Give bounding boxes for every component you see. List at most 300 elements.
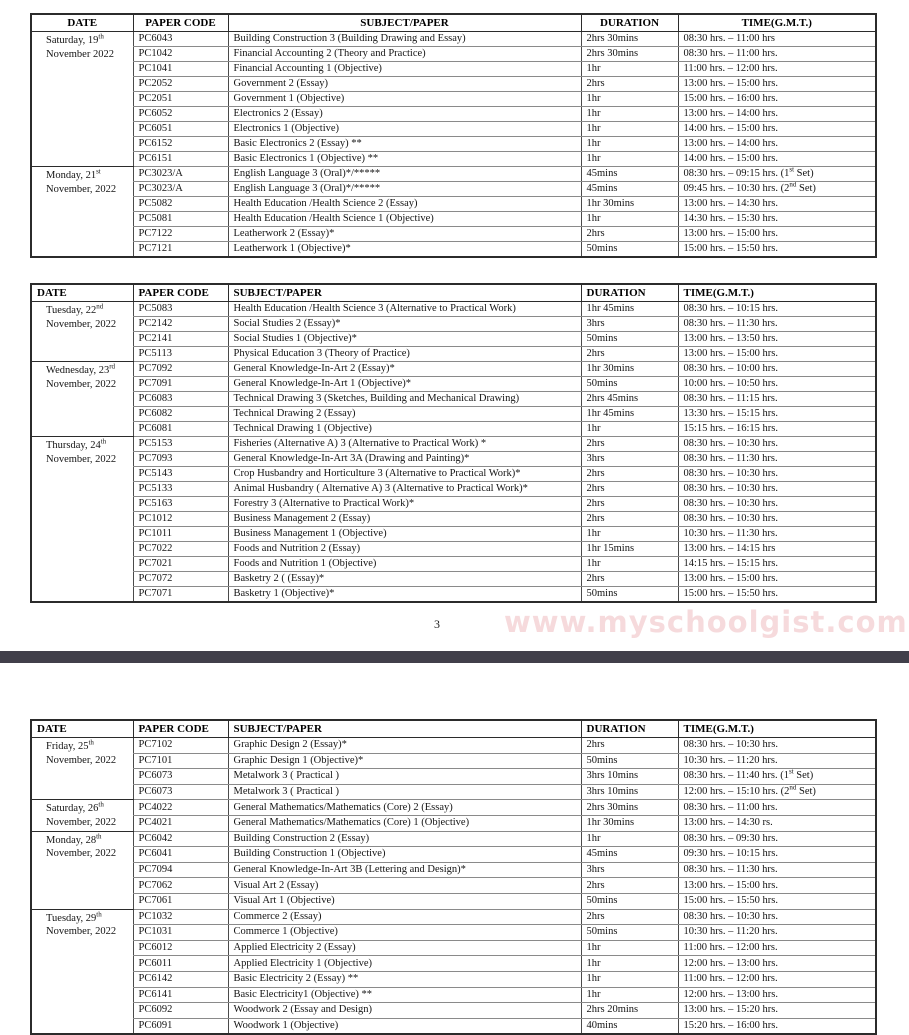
header-cell-subject-paper: SUBJECT/PAPER	[228, 14, 581, 32]
time-cell: 09:45 hrs. – 10:30 hrs. (2nd Set)	[678, 182, 876, 197]
subject-cell: Financial Accounting 2 (Theory and Practice)	[228, 47, 581, 62]
header-cell-time-g-m-t: TIME(G.M.T.)	[678, 284, 876, 302]
time-cell: 13:00 hrs. – 15:00 hrs.	[678, 227, 876, 242]
subject-cell: Government 2 (Essay)	[228, 77, 581, 92]
table-row	[31, 497, 876, 512]
table-row	[31, 482, 876, 497]
paper-code-cell: PC6042	[133, 831, 228, 847]
paper-code-cell: PC6051	[133, 122, 228, 137]
duration-cell: 2hrs	[581, 227, 678, 242]
table-row	[31, 77, 876, 92]
paper-code-cell: PC6083	[133, 392, 228, 407]
duration-cell: 1hr 45mins	[581, 302, 678, 317]
duration-cell: 2hrs	[581, 878, 678, 894]
date-cell: Thursday, 24th November, 2022	[31, 437, 133, 603]
paper-code-cell: PC6141	[133, 987, 228, 1003]
paper-code-cell: PC6152	[133, 137, 228, 152]
exam-timetable-table-3	[30, 719, 877, 1035]
table-row	[31, 62, 876, 77]
paper-code-cell: PC7092	[133, 362, 228, 377]
time-cell: 08:30 hrs. – 10:30 hrs.	[678, 738, 876, 754]
subject-cell: Applied Electricity 1 (Objective)	[228, 956, 581, 972]
table-row	[31, 738, 876, 754]
header-cell-date: DATE	[31, 720, 133, 738]
table-row	[31, 347, 876, 362]
subject-cell: Graphic Design 2 (Essay)*	[228, 738, 581, 754]
duration-cell: 45mins	[581, 167, 678, 182]
duration-cell: 2hrs 30mins	[581, 800, 678, 816]
table-row	[31, 32, 876, 47]
paper-code-cell: PC5143	[133, 467, 228, 482]
table-row	[31, 1003, 876, 1019]
timetable-nov-19-21	[30, 13, 877, 258]
table-row	[31, 542, 876, 557]
time-cell: 13:00 hrs. – 15:20 hrs.	[678, 1003, 876, 1019]
subject-cell: General Knowledge-In-Art 1 (Objective)*	[228, 377, 581, 392]
paper-code-cell: PC7101	[133, 753, 228, 769]
time-cell: 15:00 hrs. – 15:50 hrs.	[678, 893, 876, 909]
table-row	[31, 956, 876, 972]
duration-cell: 2hrs	[581, 497, 678, 512]
paper-code-cell: PC6081	[133, 422, 228, 437]
exam-timetable-table-1	[30, 13, 877, 258]
time-cell: 13:00 hrs. – 14:30 rs.	[678, 815, 876, 831]
time-cell: 08:30 hrs. – 11:00 hrs	[678, 32, 876, 47]
subject-cell: Visual Art 1 (Objective)	[228, 893, 581, 909]
subject-cell: General Knowledge-In-Art 2 (Essay)*	[228, 362, 581, 377]
paper-code-cell: PC2052	[133, 77, 228, 92]
duration-cell: 3hrs 10mins	[581, 769, 678, 785]
time-cell: 13:00 hrs. – 15:00 hrs.	[678, 878, 876, 894]
time-cell: 15:00 hrs. – 16:00 hrs.	[678, 92, 876, 107]
table-row	[31, 862, 876, 878]
paper-code-cell: PC6041	[133, 847, 228, 863]
subject-cell: Graphic Design 1 (Objective)*	[228, 753, 581, 769]
subject-cell: Technical Drawing 1 (Objective)	[228, 422, 581, 437]
paper-code-cell: PC7094	[133, 862, 228, 878]
duration-cell: 2hrs	[581, 437, 678, 452]
time-cell: 08:30 hrs. – 10:15 hrs.	[678, 302, 876, 317]
subject-cell: Foods and Nutrition 2 (Essay)	[228, 542, 581, 557]
time-cell: 11:00 hrs. – 12:00 hrs.	[678, 971, 876, 987]
duration-cell: 50mins	[581, 377, 678, 392]
subject-cell: General Mathematics/Mathematics (Core) 2 (Essay)	[228, 800, 581, 816]
table-row	[31, 437, 876, 452]
subject-cell: Visual Art 2 (Essay)	[228, 878, 581, 894]
subject-cell: Technical Drawing 2 (Essay)	[228, 407, 581, 422]
header-cell-paper-code: PAPER CODE	[133, 284, 228, 302]
paper-code-cell: PC7062	[133, 878, 228, 894]
time-cell: 08:30 hrs. – 10:30 hrs.	[678, 909, 876, 925]
table-row	[31, 1018, 876, 1034]
subject-cell: Building Construction 2 (Essay)	[228, 831, 581, 847]
subject-cell: General Knowledge-In-Art 3B (Lettering and Design)*	[228, 862, 581, 878]
subject-cell: Social Studies 1 (Objective)*	[228, 332, 581, 347]
header-cell-duration: DURATION	[581, 284, 678, 302]
time-cell: 08:30 hrs. – 09:30 hrs.	[678, 831, 876, 847]
page-separator-bar	[0, 651, 909, 663]
table-row	[31, 971, 876, 987]
duration-cell: 50mins	[581, 753, 678, 769]
paper-code-cell: PC7122	[133, 227, 228, 242]
time-cell: 08:30 hrs. – 11:00 hrs.	[678, 47, 876, 62]
time-cell: 08:30 hrs. – 11:30 hrs.	[678, 317, 876, 332]
paper-code-cell: PC7021	[133, 557, 228, 572]
table-row	[31, 122, 876, 137]
paper-code-cell: PC5133	[133, 482, 228, 497]
table-row	[31, 753, 876, 769]
table-row	[31, 167, 876, 182]
subject-cell: Physical Education 3 (Theory of Practice)	[228, 347, 581, 362]
time-cell: 08:30 hrs. – 11:30 hrs.	[678, 452, 876, 467]
duration-cell: 1hr	[581, 122, 678, 137]
header-cell-subject-paper: SUBJECT/PAPER	[228, 720, 581, 738]
duration-cell: 2hrs	[581, 738, 678, 754]
subject-cell: Electronics 1 (Objective)	[228, 122, 581, 137]
duration-cell: 2hrs 30mins	[581, 32, 678, 47]
paper-code-cell: PC6091	[133, 1018, 228, 1034]
table-row	[31, 332, 876, 347]
paper-code-cell: PC2141	[133, 332, 228, 347]
duration-cell: 2hrs	[581, 482, 678, 497]
table-row	[31, 527, 876, 542]
time-cell: 08:30 hrs. – 10:30 hrs.	[678, 437, 876, 452]
time-cell: 14:00 hrs. – 15:00 hrs.	[678, 122, 876, 137]
time-cell: 12:00 hrs. – 13:00 hrs.	[678, 987, 876, 1003]
subject-cell: English Language 3 (Oral)*/*****	[228, 167, 581, 182]
table-row	[31, 407, 876, 422]
duration-cell: 1hr	[581, 987, 678, 1003]
duration-cell: 1hr	[581, 137, 678, 152]
table-row	[31, 800, 876, 816]
time-cell: 13:00 hrs. – 14:15 hrs	[678, 542, 876, 557]
table-row	[31, 452, 876, 467]
table-row	[31, 769, 876, 785]
header-cell-subject-paper: SUBJECT/PAPER	[228, 284, 581, 302]
subject-cell: Business Management 2 (Essay)	[228, 512, 581, 527]
duration-cell: 1hr 30mins	[581, 197, 678, 212]
paper-code-cell: PC5082	[133, 197, 228, 212]
paper-code-cell: PC1012	[133, 512, 228, 527]
time-cell: 09:30 hrs. – 10:15 hrs.	[678, 847, 876, 863]
time-cell: 08:30 hrs. – 10:30 hrs.	[678, 497, 876, 512]
table-row	[31, 831, 876, 847]
table-row	[31, 815, 876, 831]
date-cell: Wednesday, 23rd November, 2022	[31, 362, 133, 437]
paper-code-cell: PC6052	[133, 107, 228, 122]
subject-cell: Crop Husbandry and Horticulture 3 (Alternative to Practical Work)*	[228, 467, 581, 482]
paper-code-cell: PC6043	[133, 32, 228, 47]
subject-cell: Leatherwork 1 (Objective)*	[228, 242, 581, 258]
timetable-nov-25-29	[30, 719, 877, 1035]
subject-cell: Health Education /Health Science 2 (Essay)	[228, 197, 581, 212]
time-cell: 08:30 hrs. – 10:30 hrs.	[678, 512, 876, 527]
subject-cell: Basic Electricity 2 (Essay) **	[228, 971, 581, 987]
time-cell: 14:15 hrs. – 15:15 hrs.	[678, 557, 876, 572]
duration-cell: 45mins	[581, 182, 678, 197]
duration-cell: 1hr	[581, 971, 678, 987]
table-row	[31, 940, 876, 956]
table-row	[31, 197, 876, 212]
table-row	[31, 557, 876, 572]
duration-cell: 50mins	[581, 925, 678, 941]
table-row	[31, 392, 876, 407]
subject-cell: Woodwork 1 (Objective)	[228, 1018, 581, 1034]
subject-cell: English Language 3 (Oral)*/*****	[228, 182, 581, 197]
time-cell: 10:30 hrs. – 11:20 hrs.	[678, 753, 876, 769]
subject-cell: Health Education /Health Science 3 (Alternative to Practical Work)	[228, 302, 581, 317]
time-cell: 15:00 hrs. – 15:50 hrs.	[678, 587, 876, 603]
duration-cell: 2hrs 20mins	[581, 1003, 678, 1019]
paper-code-cell: PC1031	[133, 925, 228, 941]
duration-cell: 2hrs	[581, 512, 678, 527]
paper-code-cell: PC5083	[133, 302, 228, 317]
subject-cell: Building Construction 3 (Building Drawing and Essay)	[228, 32, 581, 47]
subject-cell: Health Education /Health Science 1 (Objective)	[228, 212, 581, 227]
date-cell: Tuesday, 22nd November, 2022	[31, 302, 133, 362]
duration-cell: 1hr 30mins	[581, 815, 678, 831]
subject-cell: Commerce 1 (Objective)	[228, 925, 581, 941]
paper-code-cell: PC1011	[133, 527, 228, 542]
subject-cell: Fisheries (Alternative A) 3 (Alternative to Practical Work) *	[228, 437, 581, 452]
time-cell: 13:00 hrs. – 14:30 hrs.	[678, 197, 876, 212]
duration-cell: 40mins	[581, 1018, 678, 1034]
time-cell: 12:00 hrs. – 13:00 hrs.	[678, 956, 876, 972]
header-cell-date: DATE	[31, 284, 133, 302]
table-row	[31, 212, 876, 227]
duration-cell: 1hr 30mins	[581, 362, 678, 377]
exam-timetable-table-2	[30, 283, 877, 603]
duration-cell: 3hrs	[581, 452, 678, 467]
date-cell: Monday, 21st November, 2022	[31, 167, 133, 258]
paper-code-cell: PC7091	[133, 377, 228, 392]
subject-cell: Building Construction 1 (Objective)	[228, 847, 581, 863]
header-cell-time-g-m-t: TIME(G.M.T.)	[678, 720, 876, 738]
time-cell: 08:30 hrs. – 11:00 hrs.	[678, 800, 876, 816]
duration-cell: 1hr	[581, 62, 678, 77]
duration-cell: 2hrs	[581, 909, 678, 925]
subject-cell: Basic Electronics 1 (Objective) **	[228, 152, 581, 167]
paper-code-cell: PC7071	[133, 587, 228, 603]
time-cell: 08:30 hrs. – 11:40 hrs. (1st Set)	[678, 769, 876, 785]
table-row	[31, 377, 876, 392]
time-cell: 12:00 hrs. – 15:10 hrs. (2nd Set)	[678, 784, 876, 800]
paper-code-cell: PC6011	[133, 956, 228, 972]
subject-cell: Financial Accounting 1 (Objective)	[228, 62, 581, 77]
table-row	[31, 893, 876, 909]
time-cell: 13:00 hrs. – 14:00 hrs.	[678, 107, 876, 122]
header-cell-time-g-m-t: TIME(G.M.T.)	[678, 14, 876, 32]
date-cell: Saturday, 19th November 2022	[31, 32, 133, 167]
table-row	[31, 152, 876, 167]
subject-cell: Applied Electricity 2 (Essay)	[228, 940, 581, 956]
paper-code-cell: PC7102	[133, 738, 228, 754]
table-row	[31, 422, 876, 437]
duration-cell: 2hrs	[581, 347, 678, 362]
table-row	[31, 572, 876, 587]
time-cell: 14:30 hrs. – 15:30 hrs.	[678, 212, 876, 227]
table-row	[31, 784, 876, 800]
table-row	[31, 92, 876, 107]
subject-cell: Government 1 (Objective)	[228, 92, 581, 107]
duration-cell: 1hr	[581, 152, 678, 167]
table-row	[31, 107, 876, 122]
duration-cell: 50mins	[581, 893, 678, 909]
duration-cell: 50mins	[581, 332, 678, 347]
paper-code-cell: PC6082	[133, 407, 228, 422]
time-cell: 10:30 hrs. – 11:20 hrs.	[678, 925, 876, 941]
duration-cell: 1hr	[581, 107, 678, 122]
paper-code-cell: PC6142	[133, 971, 228, 987]
table-row	[31, 227, 876, 242]
time-cell: 13:30 hrs. – 15:15 hrs.	[678, 407, 876, 422]
subject-cell: Leatherwork 2 (Essay)*	[228, 227, 581, 242]
duration-cell: 1hr	[581, 527, 678, 542]
paper-code-cell: PC7121	[133, 242, 228, 258]
paper-code-cell: PC3023/A	[133, 182, 228, 197]
time-cell: 08:30 hrs. – 10:30 hrs.	[678, 467, 876, 482]
date-cell: Monday, 28th November, 2022	[31, 831, 133, 909]
paper-code-cell: PC7093	[133, 452, 228, 467]
header-cell-duration: DURATION	[581, 14, 678, 32]
table-row	[31, 925, 876, 941]
duration-cell: 2hrs 45mins	[581, 392, 678, 407]
duration-cell: 1hr 15mins	[581, 542, 678, 557]
header-cell-paper-code: PAPER CODE	[133, 720, 228, 738]
time-cell: 08:30 hrs. – 10:00 hrs.	[678, 362, 876, 377]
time-cell: 11:00 hrs. – 12:00 hrs.	[678, 940, 876, 956]
subject-cell: Business Management 1 (Objective)	[228, 527, 581, 542]
time-cell: 13:00 hrs. – 15:00 hrs.	[678, 572, 876, 587]
page-number: 3	[434, 617, 440, 631]
watermark: www.myschoolgist.com	[504, 605, 908, 639]
subject-cell: Metalwork 3 ( Practical )	[228, 784, 581, 800]
duration-cell: 1hr	[581, 831, 678, 847]
time-cell: 08:30 hrs. – 09:15 hrs. (1st Set)	[678, 167, 876, 182]
time-cell: 15:15 hrs. – 16:15 hrs.	[678, 422, 876, 437]
table-row	[31, 182, 876, 197]
duration-cell: 50mins	[581, 242, 678, 258]
time-cell: 15:00 hrs. – 15:50 hrs.	[678, 242, 876, 258]
subject-cell: General Knowledge-In-Art 3A (Drawing and Painting)*	[228, 452, 581, 467]
subject-cell: Woodwork 2 (Essay and Design)	[228, 1003, 581, 1019]
table-row	[31, 317, 876, 332]
time-cell: 14:00 hrs. – 15:00 hrs.	[678, 152, 876, 167]
table-row	[31, 909, 876, 925]
paper-code-cell: PC6012	[133, 940, 228, 956]
subject-cell: General Mathematics/Mathematics (Core) 1 (Objective)	[228, 815, 581, 831]
table-row	[31, 467, 876, 482]
duration-cell: 1hr	[581, 940, 678, 956]
table-row	[31, 302, 876, 317]
timetable-nov-22-24	[30, 283, 877, 603]
subject-cell: Forestry 3 (Alternative to Practical Work)*	[228, 497, 581, 512]
header-cell-paper-code: PAPER CODE	[133, 14, 228, 32]
time-cell: 15:20 hrs. – 16:00 hrs.	[678, 1018, 876, 1034]
paper-code-cell: PC4022	[133, 800, 228, 816]
table-row	[31, 987, 876, 1003]
paper-code-cell: PC3023/A	[133, 167, 228, 182]
table-row	[31, 847, 876, 863]
header-cell-date: DATE	[31, 14, 133, 32]
date-cell: Saturday, 26th November, 2022	[31, 800, 133, 831]
paper-code-cell: PC5163	[133, 497, 228, 512]
time-cell: 13:00 hrs. – 15:00 hrs.	[678, 347, 876, 362]
paper-code-cell: PC7022	[133, 542, 228, 557]
paper-code-cell: PC2051	[133, 92, 228, 107]
duration-cell: 3hrs	[581, 862, 678, 878]
subject-cell: Basic Electricity1 (Objective) **	[228, 987, 581, 1003]
table-row	[31, 47, 876, 62]
paper-code-cell: PC6073	[133, 769, 228, 785]
header-cell-duration: DURATION	[581, 720, 678, 738]
table-row	[31, 242, 876, 258]
date-cell: Friday, 25th November, 2022	[31, 738, 133, 800]
paper-code-cell: PC6092	[133, 1003, 228, 1019]
subject-cell: Commerce 2 (Essay)	[228, 909, 581, 925]
time-cell: 08:30 hrs. – 11:15 hrs.	[678, 392, 876, 407]
paper-code-cell: PC1032	[133, 909, 228, 925]
subject-cell: Animal Husbandry ( Alternative A) 3 (Alternative to Practical Work)*	[228, 482, 581, 497]
paper-code-cell: PC5081	[133, 212, 228, 227]
duration-cell: 1hr	[581, 92, 678, 107]
subject-cell: Foods and Nutrition 1 (Objective)	[228, 557, 581, 572]
duration-cell: 2hrs	[581, 77, 678, 92]
subject-cell: Basketry 2 ( (Essay)*	[228, 572, 581, 587]
paper-code-cell: PC6151	[133, 152, 228, 167]
paper-code-cell: PC2142	[133, 317, 228, 332]
time-cell: 08:30 hrs. – 10:30 hrs.	[678, 482, 876, 497]
table-row	[31, 512, 876, 527]
duration-cell: 2hrs	[581, 572, 678, 587]
table-row	[31, 137, 876, 152]
time-cell: 13:00 hrs. – 14:00 hrs.	[678, 137, 876, 152]
paper-code-cell: PC7061	[133, 893, 228, 909]
duration-cell: 2hrs	[581, 467, 678, 482]
duration-cell: 50mins	[581, 587, 678, 603]
subject-cell: Technical Drawing 3 (Sketches, Building and Mechanical Drawing)	[228, 392, 581, 407]
duration-cell: 45mins	[581, 847, 678, 863]
date-cell: Tuesday, 29th November, 2022	[31, 909, 133, 1034]
subject-cell: Social Studies 2 (Essay)*	[228, 317, 581, 332]
time-cell: 13:00 hrs. – 15:00 hrs.	[678, 77, 876, 92]
table-row	[31, 878, 876, 894]
paper-code-cell: PC5113	[133, 347, 228, 362]
table-row	[31, 362, 876, 377]
duration-cell: 3hrs 10mins	[581, 784, 678, 800]
duration-cell: 2hrs 30mins	[581, 47, 678, 62]
paper-code-cell: PC6073	[133, 784, 228, 800]
duration-cell: 1hr	[581, 557, 678, 572]
time-cell: 11:00 hrs. – 12:00 hrs.	[678, 62, 876, 77]
time-cell: 10:30 hrs. – 11:30 hrs.	[678, 527, 876, 542]
duration-cell: 1hr	[581, 212, 678, 227]
subject-cell: Electronics 2 (Essay)	[228, 107, 581, 122]
table-row	[31, 587, 876, 603]
paper-code-cell: PC4021	[133, 815, 228, 831]
subject-cell: Basketry 1 (Objective)*	[228, 587, 581, 603]
time-cell: 13:00 hrs. – 13:50 hrs.	[678, 332, 876, 347]
paper-code-cell: PC7072	[133, 572, 228, 587]
subject-cell: Metalwork 3 ( Practical )	[228, 769, 581, 785]
paper-code-cell: PC1042	[133, 47, 228, 62]
time-cell: 10:00 hrs. – 10:50 hrs.	[678, 377, 876, 392]
subject-cell: Basic Electronics 2 (Essay) **	[228, 137, 581, 152]
duration-cell: 3hrs	[581, 317, 678, 332]
duration-cell: 1hr	[581, 422, 678, 437]
paper-code-cell: PC1041	[133, 62, 228, 77]
paper-code-cell: PC5153	[133, 437, 228, 452]
